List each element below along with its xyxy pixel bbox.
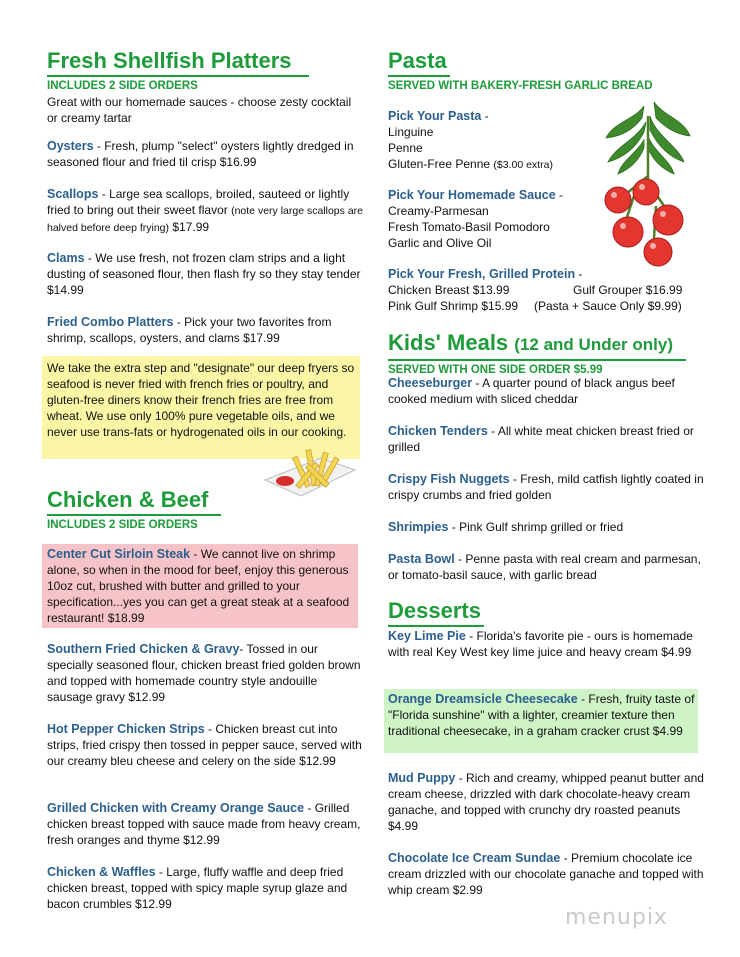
item-desc: - Florida's favorite pie - ours is homemade with real Key West key lime juice and heavy cream $4.99 [388, 629, 693, 659]
item-name: Cheeseburger [388, 376, 473, 390]
shellfish-rule [47, 75, 309, 77]
protein-option: Pink Gulf Shrimp $15.99 [388, 299, 519, 313]
kids-title [388, 330, 706, 358]
menu-item [388, 850, 706, 898]
chicken-sub: INCLUDES 2 SIDE ORDERS [47, 519, 198, 531]
item-desc: - We cannot live on shrimp alone, so when in the mood for beef, enjoy this generous 10oz cut, brushed with butter and grilled to your specification...yes you can get a great steak at a seafood restaurant! $18.99 [47, 547, 350, 625]
sauce-option: Fresh Tomato-Basil Pomodoro [388, 220, 550, 234]
menu-item [47, 186, 365, 236]
item-note: (note very large scallops are halved before deep frying) [47, 205, 363, 234]
chicken-title: Chicken & Beef [47, 487, 209, 512]
item-desc: - Penne pasta with real cream and parmesan, or tomato-basil sauce, with garlic bread [388, 552, 701, 582]
menu-item [47, 314, 365, 346]
item-desc: - Fresh, fruity taste of "Florida sunshine" with a lighter, creamier texture then traditional cheesecake, in a graham cracker crust $4.99 [388, 692, 695, 738]
menu-item [388, 691, 698, 739]
item-price: $17.99 [169, 220, 210, 234]
menu-item [388, 423, 706, 455]
pasta-sub: SERVED WITH BAKERY-FRESH GARLIC BREAD [388, 80, 653, 92]
item-desc: - Pink Gulf shrimp grilled or fried [448, 520, 624, 534]
item-desc: - Grilled chicken breast topped with sauce made from heavy cream, fresh oranges and thyme $12.99 [47, 801, 361, 847]
pasta-title: Pasta [388, 48, 447, 73]
protein-option: Chicken Breast $13.99 [388, 283, 510, 297]
item-desc: - We use fresh, not frozen clam strips and a light dusting of seasoned flour, then flash fry so they stay tender $14.99 [47, 251, 361, 297]
kids-rule [388, 359, 686, 361]
kids-section [388, 330, 706, 378]
item-dash: - [481, 109, 489, 123]
menu-item [388, 519, 706, 535]
item-dash: - [555, 188, 564, 202]
menu-item [388, 471, 706, 503]
item-desc: - Tossed in our specially seasoned flour, chicken breast fried golden brown and topped with homemade country style andouille sausage gravy $12.99 [47, 642, 361, 704]
pasta-option: Penne [388, 141, 423, 155]
item-name: Pick Your Fresh, Grilled Protein [388, 267, 576, 281]
item-name: Southern Fried Chicken & Gravy [47, 642, 240, 656]
desserts-section [388, 598, 706, 629]
shellfish-sub: INCLUDES 2 SIDE ORDERS [47, 80, 198, 92]
item-desc: - Fresh, plump "select" oysters lightly dredged in seasoned flour and fried til crisp $16.99 [47, 139, 354, 169]
item-desc: - Pick your two favorites from shrimp, scallops, oysters, and clams $17.99 [47, 315, 332, 345]
item-name: Grilled Chicken with Creamy Orange Sauce [47, 801, 305, 815]
kids-title-age: (12 and Under only) [514, 335, 673, 354]
item-name: Key Lime Pie [388, 629, 466, 643]
item-name: Mud Puppy [388, 771, 456, 785]
tomato-vine-illustration [594, 96, 698, 268]
menu-item [388, 551, 706, 583]
sauce-option: Creamy-Parmesan [388, 204, 489, 218]
sauce-option: Garlic and Olive Oil [388, 236, 492, 250]
pasta-option-price: ($3.00 extra) [493, 159, 553, 171]
protein-option: (Pasta + Sauce Only $9.99) [534, 299, 682, 313]
item-desc: - Premium chocolate ice cream drizzled with our chocolate ganache and topped with whip cream $2.99 [388, 851, 704, 897]
menu-item [388, 375, 706, 407]
menu-item [388, 628, 706, 660]
item-name: Oysters [47, 139, 94, 153]
menu-item [47, 864, 365, 912]
item-name: Fried Combo Platters [47, 315, 174, 329]
pasta-rule [388, 75, 450, 77]
item-name: Pasta Bowl [388, 552, 455, 566]
menu-item [388, 770, 706, 834]
item-name: Center Cut Sirloin Steak [47, 547, 191, 561]
item-name: Pick Your Homemade Sauce [388, 188, 556, 202]
item-desc: - Large sea scallops, broiled, sauteed or lightly fried to bring out their sweet flavor [47, 187, 350, 217]
menu-item [47, 250, 365, 298]
item-name: Hot Pepper Chicken Strips [47, 722, 205, 736]
item-name: Orange Dreamsicle Cheesecake [388, 692, 578, 706]
item-name: Crispy Fish Nuggets [388, 472, 510, 486]
chicken-rule [47, 514, 221, 516]
pasta-section [388, 48, 706, 94]
protein-option: Gulf Grouper $16.99 [573, 283, 683, 297]
kids-title-main: Kids' Meals [388, 330, 509, 355]
item-desc: - Chicken breast cut into strips, fried crispy then tossed in pepper sauce, served with our creamy bleu cheese and celery on the side $12.99 [47, 722, 362, 768]
pasta-option: Linguine [388, 125, 434, 139]
menu-item [47, 546, 355, 626]
item-desc: - All white meat chicken breast fried or grilled [388, 424, 694, 454]
shellfish-intro: Great with our homemade sauces - choose zesty cocktail or creamy tartar [47, 95, 352, 125]
watermark: menupix [565, 905, 668, 930]
desserts-title: Desserts [388, 598, 481, 623]
menu-item [47, 641, 365, 705]
item-name: Chicken & Waffles [47, 865, 156, 879]
item-desc: - Rich and creamy, whipped peanut butter and cream cheese, drizzled with dark chocolate-heavy cream ganache, and topped with crunchy dry roasted peanuts $4.99 [388, 771, 704, 833]
kids-sub: SERVED WITH ONE SIDE ORDER $5.99 [388, 364, 603, 376]
pick-protein [388, 266, 706, 314]
menu-item [47, 721, 365, 769]
shellfish-section [47, 48, 365, 126]
chicken-section [47, 487, 365, 533]
item-dash: - [575, 267, 583, 281]
item-name: Chocolate Ice Cream Sundae [388, 851, 561, 865]
desserts-rule [388, 625, 484, 627]
item-name: Clams [47, 251, 85, 265]
fryer-note: We take the extra step and "designate" our deep fryers so seafood is never fried with french fries or poultry, and gluten-free diners know their french fries are free from wheat. We use only 100% pure vegetable oils, and we never use trans-fats or hydrogenated oils in our cooking. [47, 361, 355, 439]
menu-item [47, 800, 365, 848]
item-name: Chicken Tenders [388, 424, 488, 438]
item-name: Pick Your Pasta [388, 109, 482, 123]
item-desc: - Large, fluffy waffle and deep fried chicken breast, topped with spicy maple syrup glaze and bacon crumbles $12.99 [47, 865, 348, 911]
item-name: Scallops [47, 187, 99, 201]
item-desc: - Fresh, mild catfish lightly coated in crispy crumbs and fried golden [388, 472, 704, 502]
menu-item [47, 138, 365, 170]
item-name: Shrimpies [388, 520, 449, 534]
item-desc: - A quarter pound of black angus beef cooked medium with sliced cheddar [388, 376, 675, 406]
shellfish-title: Fresh Shellfish Platters [47, 48, 292, 73]
pasta-option: Gluten-Free Penne [388, 157, 494, 171]
